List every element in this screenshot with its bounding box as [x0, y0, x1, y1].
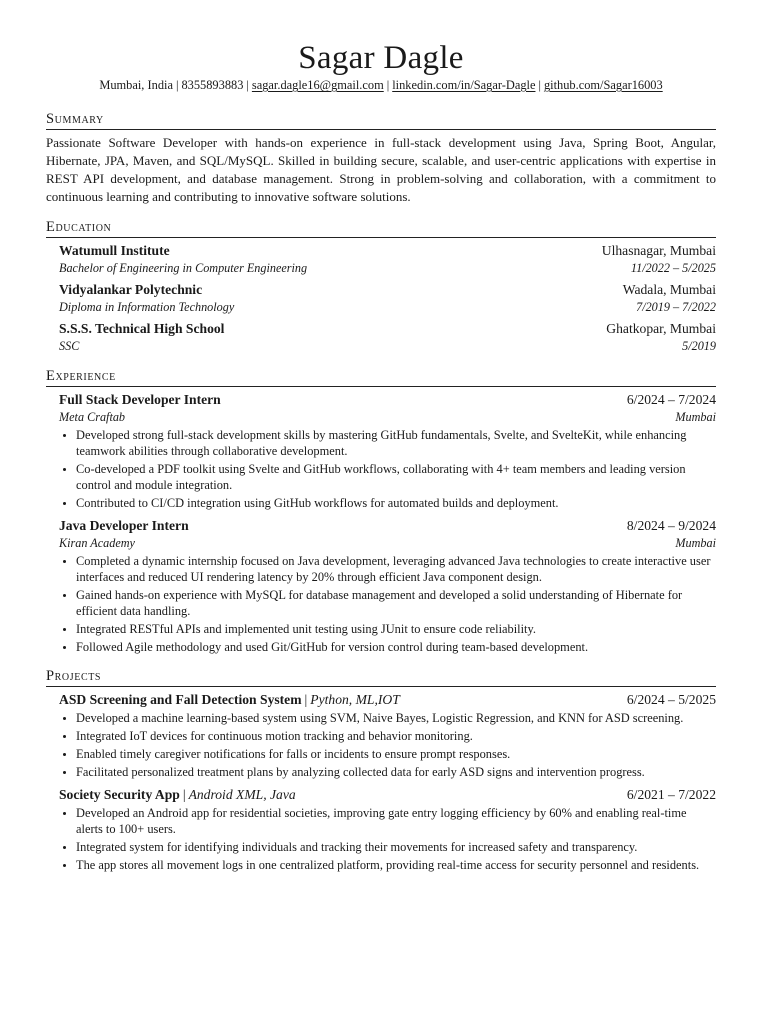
dates: 6/2021 – 7/2022 — [626, 787, 716, 802]
education-entry — [59, 242, 716, 277]
school-name: Watumull Institute — [59, 243, 170, 258]
project-tech: Android XML, Java — [188, 787, 296, 802]
project-entry — [59, 691, 716, 709]
candidate-name: Sagar Dagle — [298, 40, 464, 76]
dates: 8/2024 – 9/2024 — [626, 518, 716, 533]
bullet-list — [46, 553, 716, 655]
bullet-item: • Facilitated personalized treatment plans by analyzing collected data for early ASD signs and intervention progress. — [76, 764, 716, 780]
contact-line — [46, 78, 716, 93]
school-location: Ulhasnagar, Mumbai — [601, 243, 716, 258]
bullet-item: • Followed Agile methodology and used Git/GitHub for version control during team-based development. — [76, 639, 716, 655]
contact-phone: 8355893883 — [181, 78, 244, 92]
education-entry — [59, 281, 716, 316]
separator: | — [175, 78, 179, 92]
project-name: ASD Screening and Fall Detection System — [59, 692, 302, 707]
bullet-item: • Gained hands-on experience with MySQL for database management and developed a solid understanding of Hibernate for efficient data handling. — [76, 587, 716, 619]
bullet-item: • Completed a dynamic internship focused on Java development, leveraging advanced Java technologies to create interactive user interfaces and reduced UI rendering latency by 20% through efficient Java component design. — [76, 553, 716, 585]
bullet-item: • Contributed to CI/CD integration using GitHub workflows for automated builds and deployment. — [76, 495, 716, 511]
company-name: Meta Craftab — [59, 410, 126, 424]
section-title-education: Education — [46, 219, 716, 238]
section-title-experience: Experience — [46, 368, 716, 387]
bullet-item: • Co-developed a PDF toolkit using Svelte and GitHub workflows, collaborating with 4+ team members and leading version control and module integration. — [76, 461, 716, 493]
degree: Diploma in Information Technology — [59, 300, 235, 314]
summary-text: Passionate Software Developer with hands-on experience in full-stack development using Java, Spring Boot, Angular, Hibernate, JPA, Maven, and SQL/MySQL. Skilled in building secure, scalable, and user-centric applications with expertise in REST API development, and database management. Strong in problem-solving and collaboration, with a commitment to continuous learning and contributing to innovative software solutions. — [46, 135, 716, 204]
section-title-projects: Projects — [46, 668, 716, 687]
project-entry — [59, 786, 716, 804]
dates: 5/2019 — [682, 339, 716, 353]
dates: 7/2019 – 7/2022 — [636, 300, 716, 314]
separator: | — [538, 78, 541, 92]
bullet-item: • Enabled timely caregiver notifications for falls or incidents to ensure prompt responses. — [76, 746, 716, 762]
bullet-item: • Developed an Android app for residential societies, improving gate entry logging efficiency by 60% and enabling real-time alerts to 100+ users. — [76, 805, 716, 837]
project-tech: Python, ML,IOT — [310, 692, 400, 707]
dates: 6/2024 – 7/2024 — [626, 392, 716, 407]
section-title-summary: Summary — [46, 111, 716, 130]
bullet-list — [46, 427, 716, 511]
github-link[interactable]: github.com/Sagar16003 — [543, 78, 663, 92]
bullet-item: • Developed a machine learning-based system using SVM, Naive Bayes, Logistic Regression, and KNN for ASD screening. — [76, 710, 716, 726]
dates: 11/2022 – 5/2025 — [630, 261, 716, 275]
bullet-item: • Developed strong full-stack development skills by mastering GitHub fundamentals, Svelte, and SvelteKit, while enhancing teamwork abilities through collaborative development. — [76, 427, 716, 459]
bullet-item: • Integrated system for identifying individuals and tracking their movements for increased safety and transparency. — [76, 839, 716, 855]
linkedin-link[interactable]: linkedin.com/in/Sagar-Dagle — [392, 78, 536, 92]
job-title: Java Developer Intern — [59, 518, 189, 533]
email-link[interactable]: sagar.dagle16@gmail.com — [251, 78, 384, 92]
job-location: Mumbai — [675, 410, 716, 424]
bullet-item: • The app stores all movement logs in one centralized platform, providing real-time access for security personnel and residents. — [76, 857, 716, 873]
bullet-item: • Integrated RESTful APIs and implemented unit testing using JUnit to ensure code reliability. — [76, 621, 716, 637]
separator: | — [182, 787, 186, 802]
school-name: S.S.S. Technical High School — [59, 321, 225, 336]
bullet-list — [46, 805, 716, 873]
job-location: Mumbai — [675, 536, 716, 550]
degree: Bachelor of Engineering in Computer Engineering — [59, 261, 308, 275]
experience-entry — [59, 391, 716, 426]
education-entry — [59, 320, 716, 355]
project-name: Society Security App — [59, 787, 180, 802]
degree: SSC — [59, 339, 80, 353]
separator: | — [386, 78, 390, 92]
school-name: Vidyalankar Polytechnic — [59, 282, 203, 297]
school-location: Ghatkopar, Mumbai — [606, 321, 716, 336]
company-name: Kiran Academy — [59, 536, 135, 550]
experience-entry — [59, 517, 716, 552]
separator: | — [304, 692, 308, 707]
school-location: Wadala, Mumbai — [622, 282, 716, 297]
job-title: Full Stack Developer Intern — [59, 392, 221, 407]
separator: | — [246, 78, 249, 92]
bullet-list — [46, 710, 716, 780]
dates: 6/2024 – 5/2025 — [626, 692, 716, 707]
bullet-item: • Integrated IoT devices for continuous motion tracking and behavior monitoring. — [76, 728, 716, 744]
resume-page — [46, 40, 716, 875]
contact-location: Mumbai, India — [99, 78, 173, 92]
